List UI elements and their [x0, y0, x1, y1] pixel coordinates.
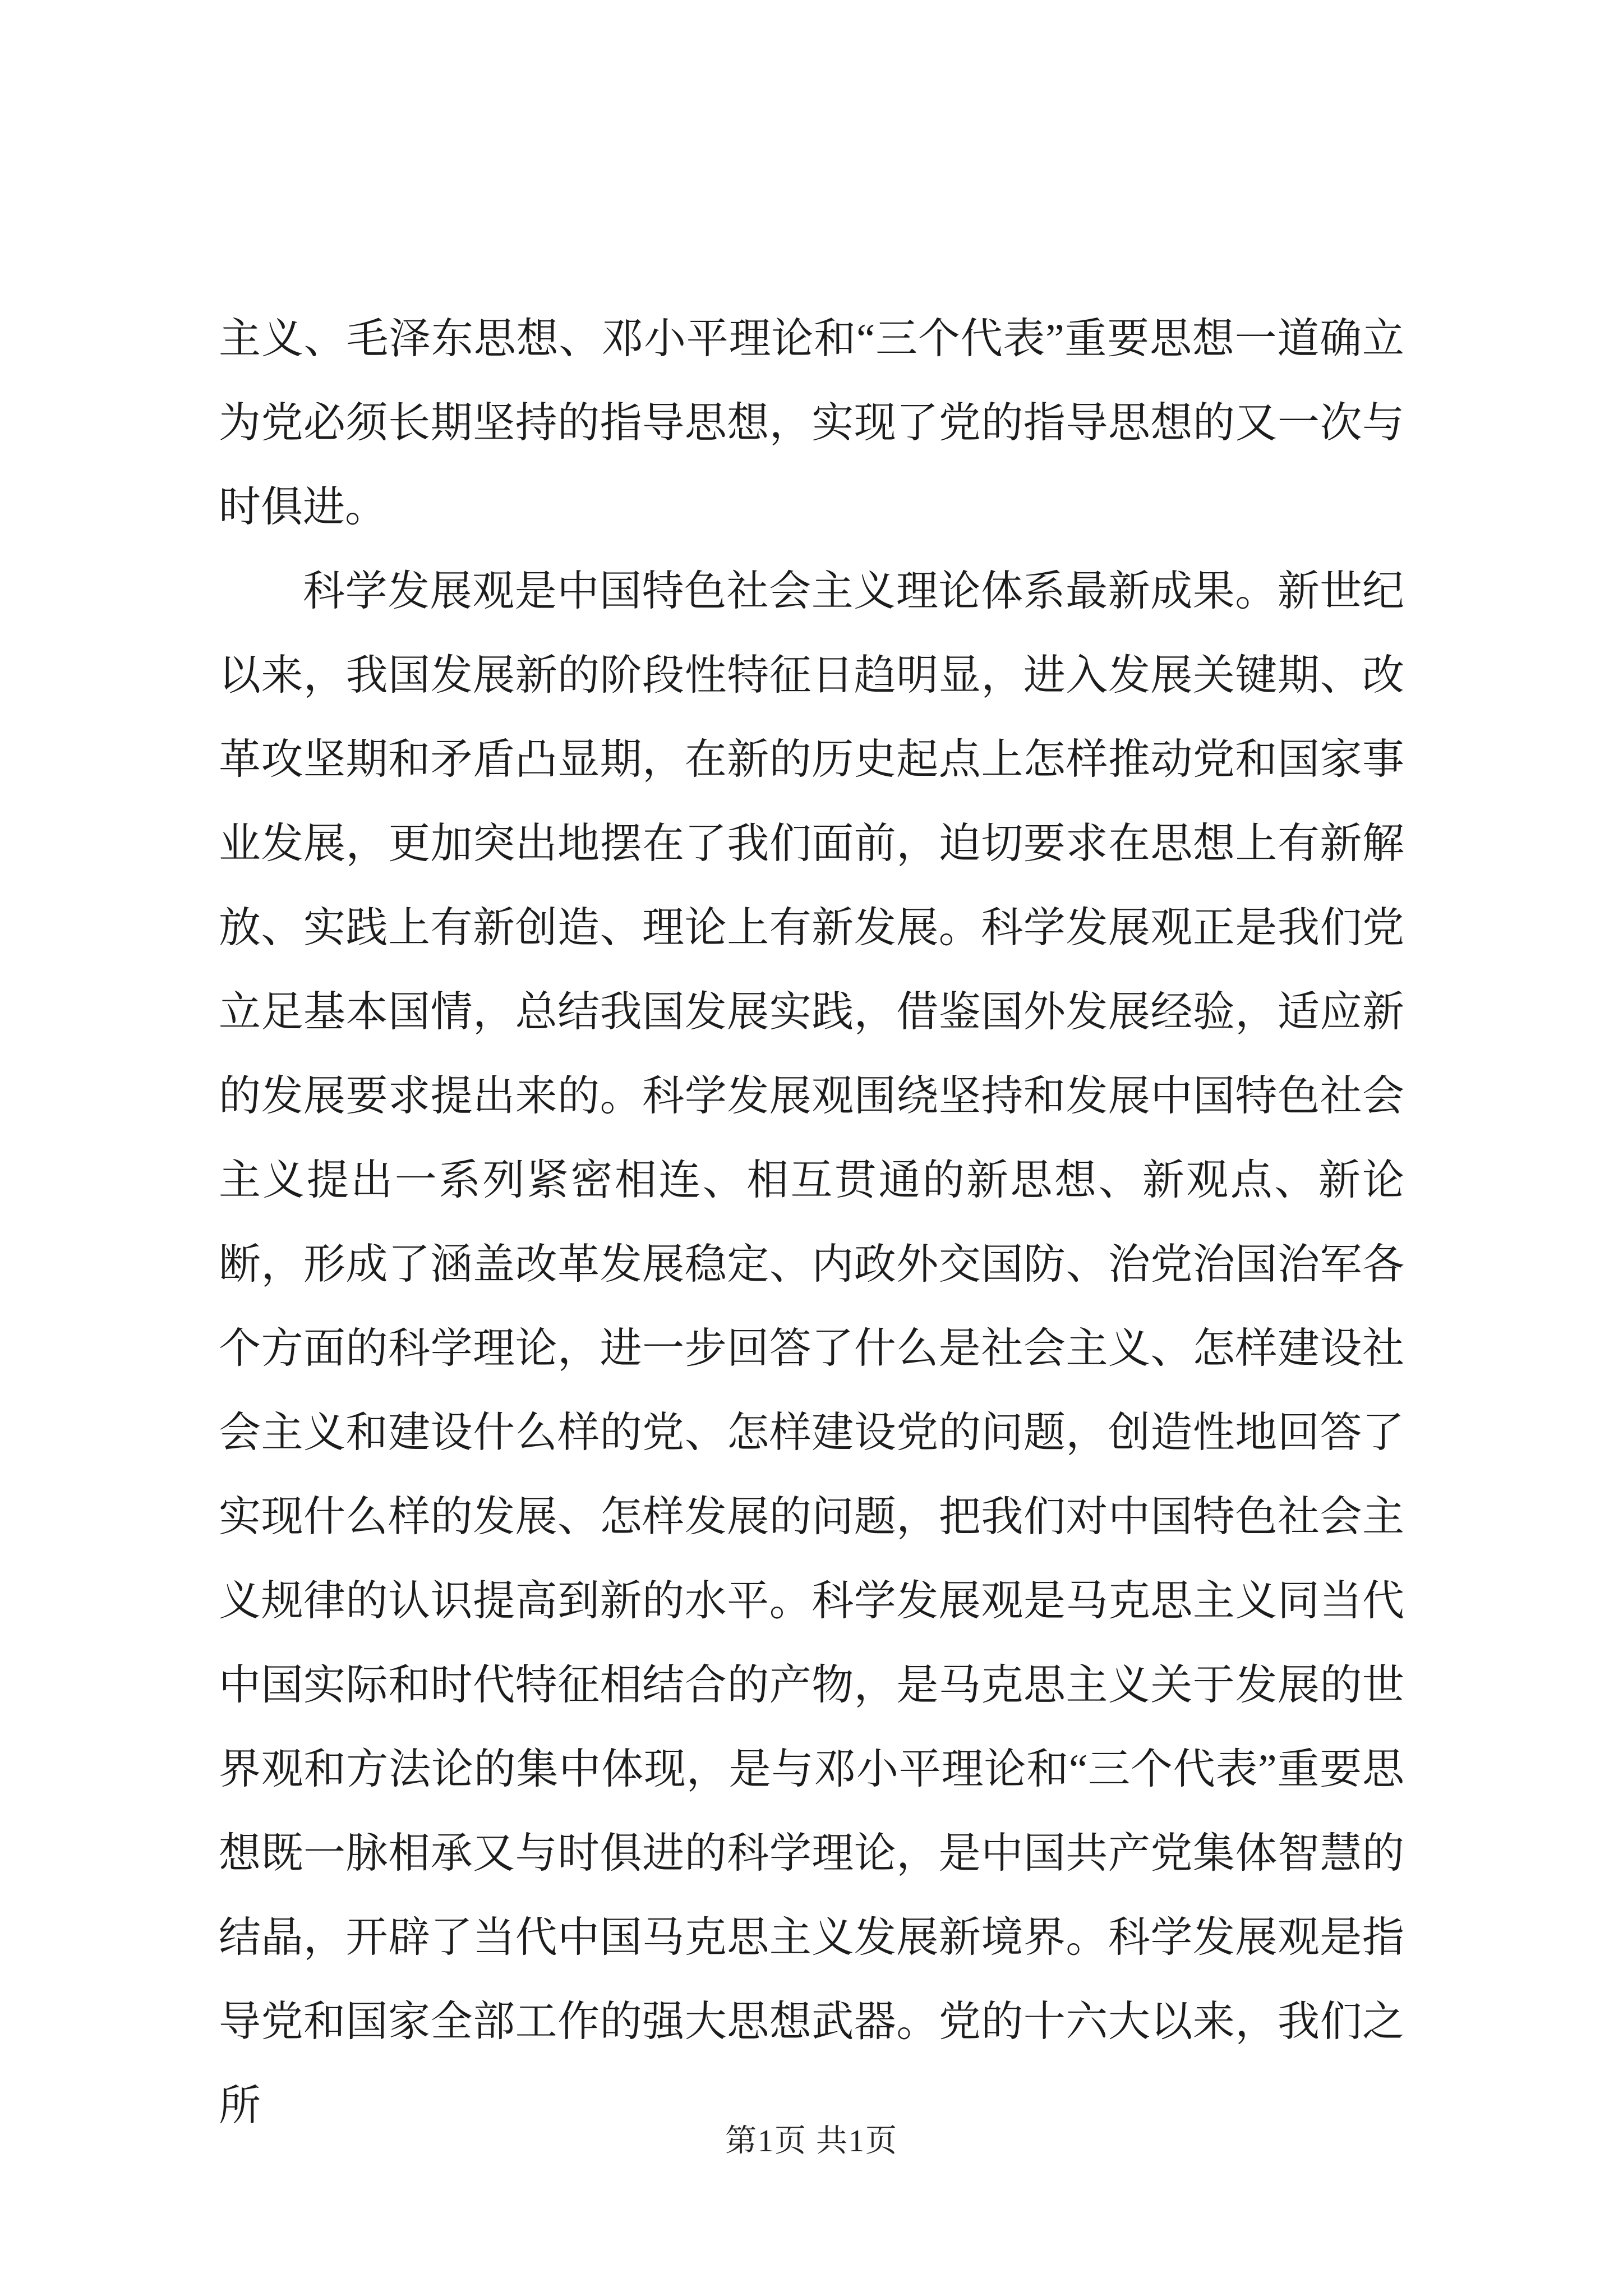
document-body: [219, 297, 1404, 2148]
paragraph-main: 科学发展观是中国特色社会主义理论体系最新成果。新世纪以来，我国发展新的阶段性特征日趋明显，进入发展关键期、改革攻坚期和矛盾凸显期，在新的历史起点上怎样推动党和国家事业发展，更加突出地摆在了我们面前，迫切要求在思想上有新解放、实践上有新创造、理论上有新发展。科学发展观正是我们党立足基本国情，总结我国发展实践，借鉴国外发展经验，适应新的发展要求提出来的。科学发展观围绕坚持和发展中国特色社会主义提出一系列紧密相连、相互贯通的新思想、新观点、新论断，形成了涵盖改革发展稳定、内政外交国防、治党治国治军各个方面的科学理论，进一步回答了什么是社会主义、怎样建设社会主义和建设什么样的党、怎样建设党的问题，创造性地回答了实现什么样的发展、怎样发展的问题，把我们对中国特色社会主义规律的认识提高到新的水平。科学发展观是马克思主义同当代中国实际和时代特征相结合的产物，是马克思主义关于发展的世界观和方法论的集中体现，是与邓小平理论和“三个代表”重要思想既一脉相承又与时俱进的科学理论，是中国共产党集体智慧的结晶，开辟了当代中国马克思主义发展新境界。科学发展观是指导党和国家全部工作的强大思想武器。党的十六大以来，我们之所: [219, 568, 1404, 2129]
paragraph-continuation: 主义、毛泽东思想、邓小平理论和“三个代表”重要思想一道确立为党必须长期坚持的指导思想，实现了党的指导思想的又一次与时俱进。: [219, 316, 1404, 531]
page-footer: 第1页 共1页: [725, 2124, 898, 2159]
